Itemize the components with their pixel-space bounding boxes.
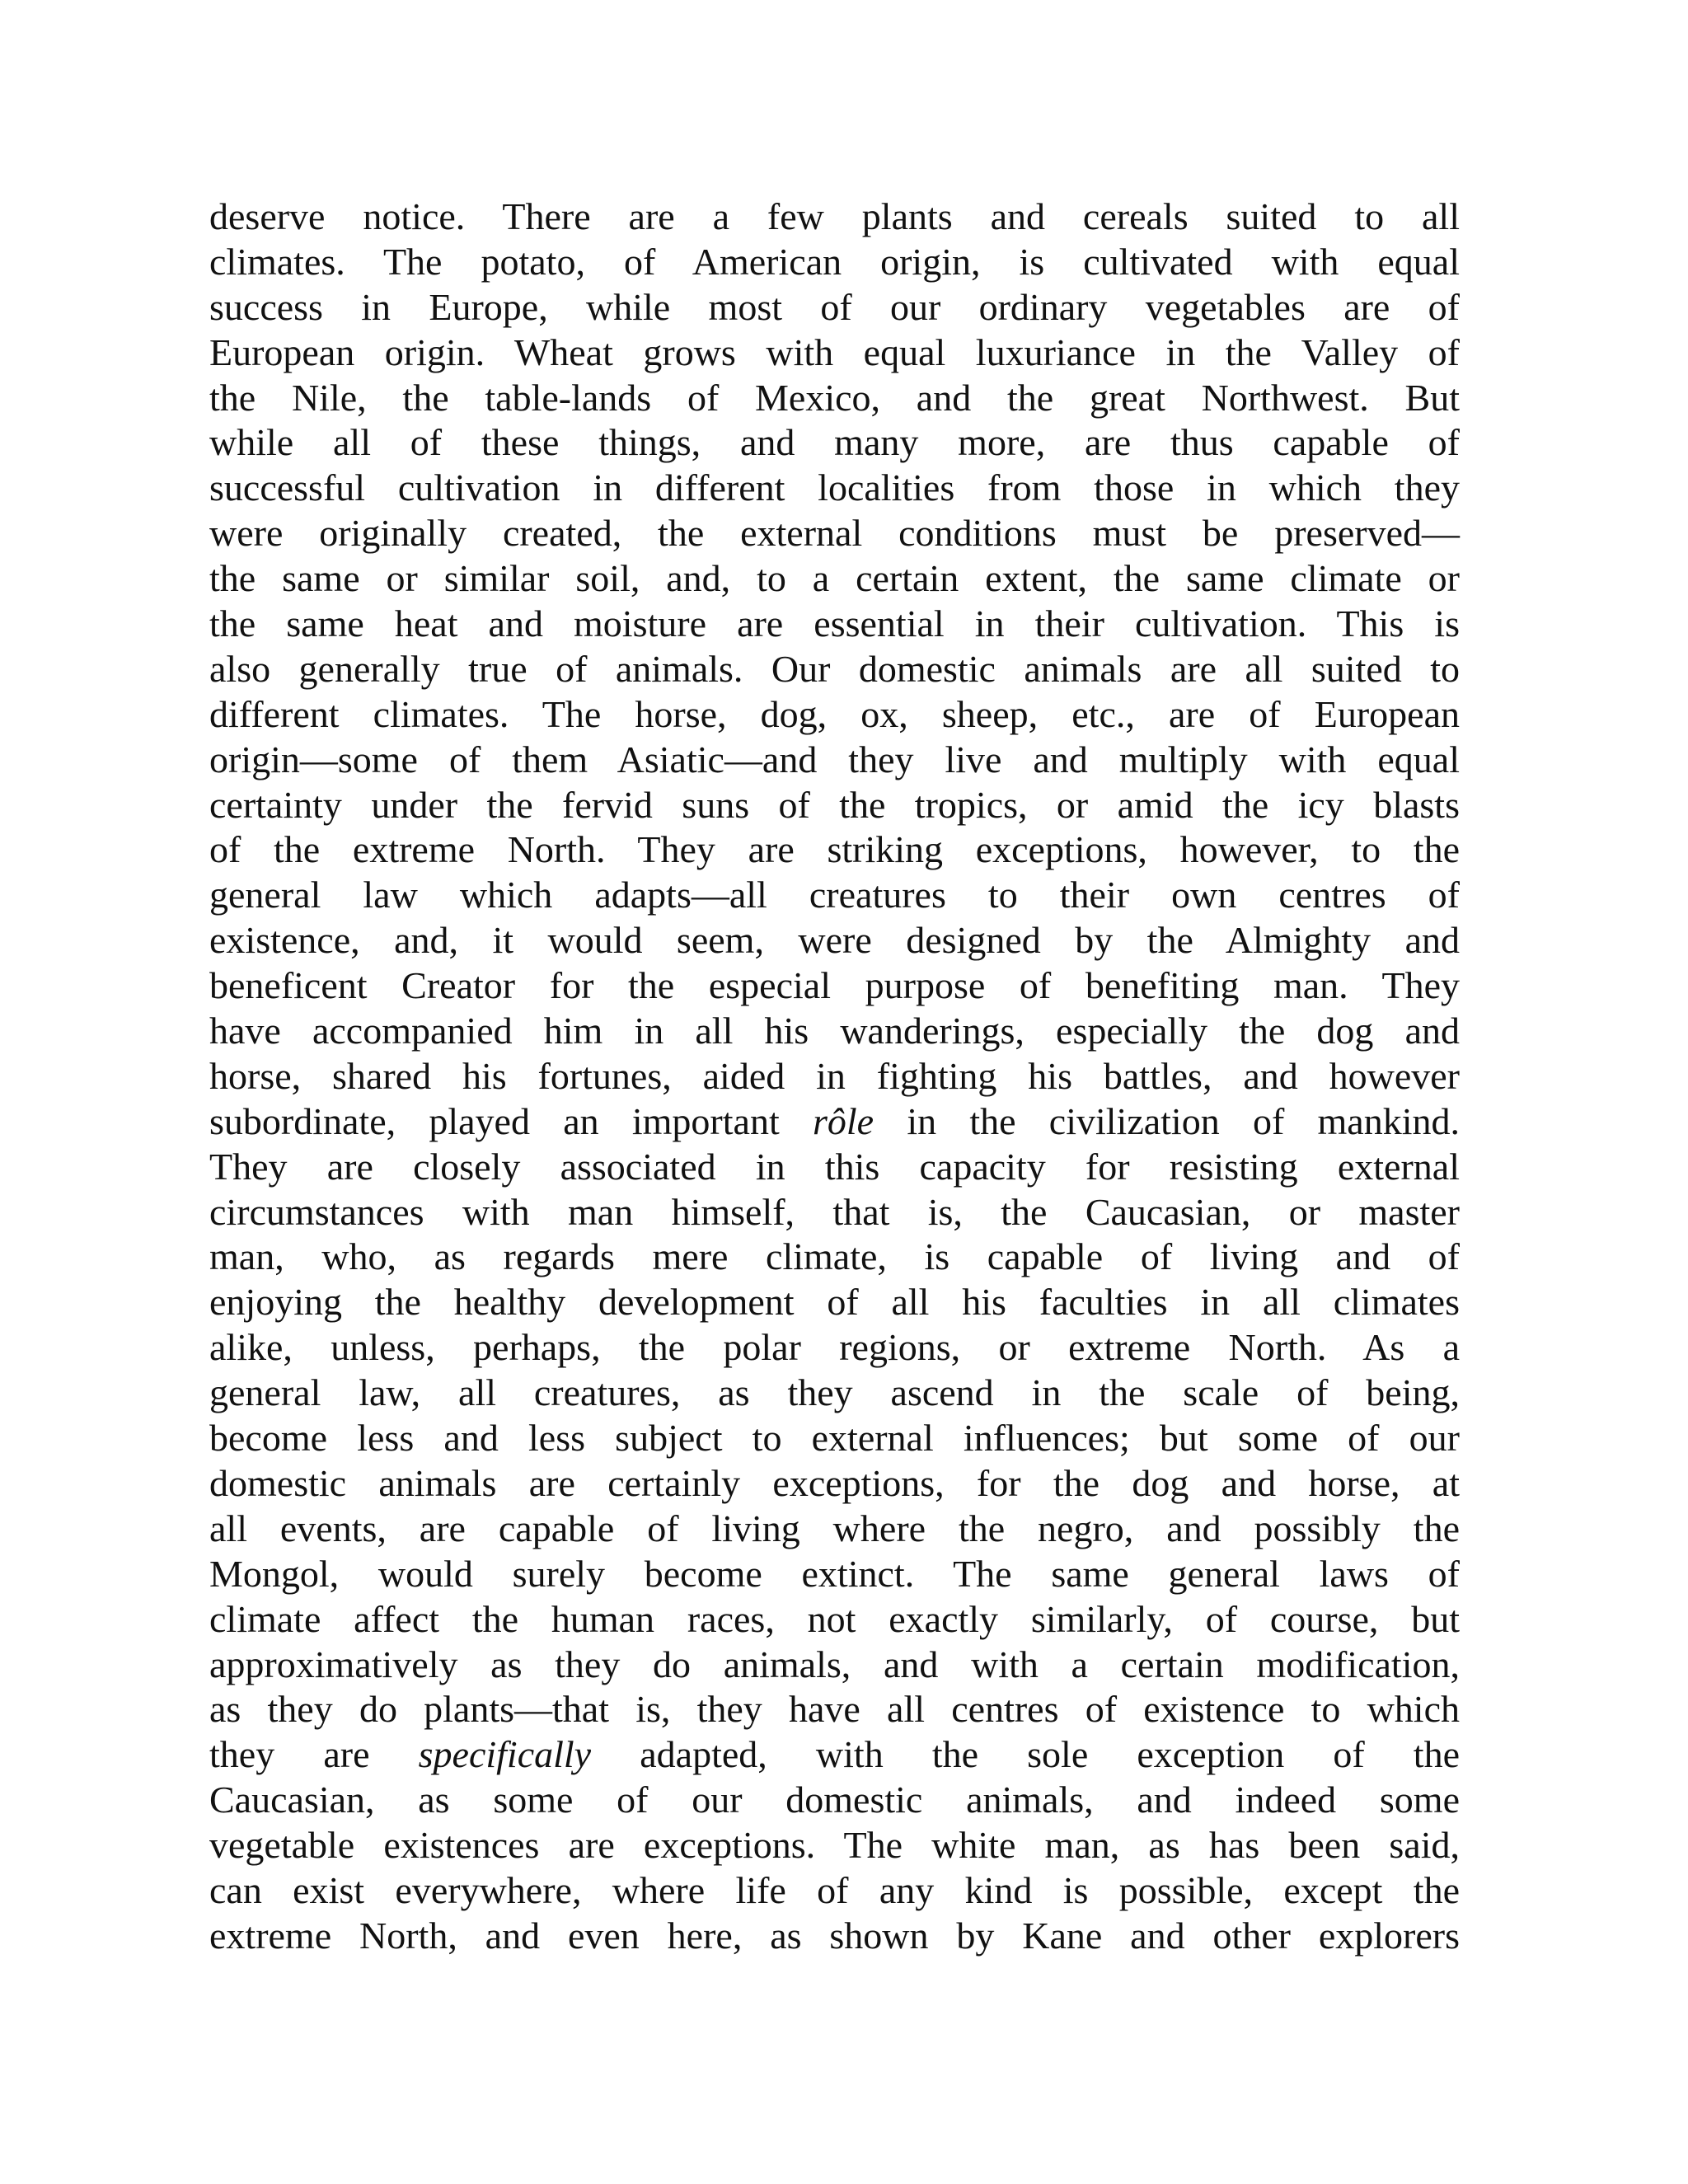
text-segment: approximatively as they do animals, and with a certain modification, (209, 1643, 1460, 1685)
text-line (209, 285, 1460, 330)
text-line (209, 1054, 1460, 1099)
text-segment: domestic animals are certainly exceptions, for the dog and horse, at (209, 1461, 1460, 1504)
text-segment: horse, shared his fortunes, aided in fighting his battles, and however (209, 1054, 1460, 1097)
text-segment: enjoying the healthy development of all his faculties in all climates (209, 1281, 1460, 1324)
text-segment: climate affect the human races, not exactly similarly, of course, but (209, 1597, 1460, 1640)
text-line (209, 1371, 1460, 1416)
text-segment: become less and less subject to external influences; but some of our (209, 1417, 1460, 1460)
text-segment: alike, unless, perhaps, the polar regions, or extreme North. As a (209, 1326, 1460, 1369)
text-line (209, 1687, 1460, 1732)
text-line (209, 330, 1460, 376)
text-segment: subordinate, played an important (209, 1099, 813, 1142)
text-segment: the Nile, the table-lands of Mexico, and the great Northwest. But (209, 376, 1460, 419)
text-line (209, 466, 1460, 511)
text-line (209, 692, 1460, 738)
text-segment: European origin. Wheat grows with equal luxuriance in the Valley of (209, 330, 1460, 373)
text-segment: origin—some of them Asiatic—and they live and multiply with equal (209, 738, 1460, 780)
text-line (209, 1823, 1460, 1868)
text-segment: general law which adapts—all creatures to their own centres of (209, 874, 1460, 916)
text-line (209, 240, 1460, 285)
text-line (209, 1145, 1460, 1190)
text-segment: can exist everywhere, where life of any kind is possible, except the (209, 1868, 1460, 1911)
text-line (209, 1009, 1460, 1054)
text-line (209, 1643, 1460, 1688)
text-line (209, 420, 1460, 466)
text-line (209, 963, 1460, 1009)
text-line (209, 738, 1460, 783)
text-line (209, 1914, 1460, 1959)
text-line (209, 873, 1460, 918)
text-line (209, 556, 1460, 602)
text-line (209, 783, 1460, 828)
text-line (209, 1868, 1460, 1914)
text-line (209, 1416, 1460, 1461)
text-segment: existence, and, it would seem, were designed by the Almighty and (209, 919, 1460, 962)
text-line (209, 1325, 1460, 1371)
text-line (209, 376, 1460, 421)
text-line (209, 194, 1460, 240)
text-segment: all events, are capable of living where the negro, and possibly the (209, 1507, 1460, 1549)
text-segment: the same or similar soil, and, to a certain extent, the same climate or (209, 557, 1460, 600)
text-segment: deserve notice. There are a few plants and cereals suited to all (209, 195, 1460, 237)
text-segment: as they do plants—that is, they have all centres of existence to which (209, 1688, 1460, 1731)
text-line (209, 1507, 1460, 1552)
text-segment: different climates. The horse, dog, ox, sheep, etc., are of European (209, 692, 1460, 735)
text-line (209, 918, 1460, 963)
text-segment: while all of these things, and many more, are thus capable of (209, 421, 1460, 464)
text-segment: certainty under the fervid suns of the tropics, or amid the icy blasts (209, 783, 1460, 826)
text-line (209, 1552, 1460, 1597)
text-segment: Mongol, would surely become extinct. The same general laws of (209, 1552, 1460, 1595)
text-line (209, 1235, 1460, 1280)
text-segment: adapted, with the sole exception of the (591, 1733, 1460, 1776)
text-segment: general law, all creatures, as they ascend in the scale of being, (209, 1371, 1460, 1414)
text-segment: success in Europe, while most of our ordinary vegetables are of (209, 285, 1460, 328)
text-segment: the same heat and moisture are essential in their cultivation. This is (209, 602, 1460, 645)
text-segment: of the extreme North. They are striking exceptions, however, to the (209, 828, 1460, 871)
text-line (209, 647, 1460, 692)
text-segment: They are closely associated in this capacity for resisting external (209, 1145, 1460, 1188)
text-segment: beneficent Creator for the especial purpose of benefiting man. They (209, 964, 1460, 1007)
text-segment: in the civilization of mankind. (874, 1099, 1460, 1142)
text-segment: vegetable existences are exceptions. The white man, as has been said, (209, 1824, 1460, 1867)
text-line (209, 827, 1460, 873)
text-segment: successful cultivation in different localities from those in which they (209, 466, 1460, 509)
text-segment: were originally created, the external conditions must be preserved— (209, 512, 1460, 555)
text-segment: have accompanied him in all his wanderings, especially the dog and (209, 1010, 1460, 1052)
text-segment: they are (209, 1733, 419, 1776)
text-segment: also generally true of animals. Our domestic animals are all suited to (209, 647, 1460, 690)
text-line (209, 1461, 1460, 1507)
text-line (209, 1280, 1460, 1325)
text-line (209, 602, 1460, 647)
italic-word: rôle (812, 1099, 874, 1142)
text-line (209, 1732, 1460, 1778)
text-line (209, 511, 1460, 556)
italic-word: specifically (418, 1733, 592, 1776)
text-segment: climates. The potato, of American origin, is cultivated with equal (209, 240, 1460, 283)
text-segment: circumstances with man himself, that is, the Caucasian, or master (209, 1190, 1460, 1233)
body-text (209, 194, 1460, 1959)
text-line (209, 1597, 1460, 1643)
text-line (209, 1099, 1460, 1145)
text-line (209, 1778, 1460, 1823)
text-line (209, 1190, 1460, 1235)
text-segment: man, who, as regards mere climate, is capable of living and of (209, 1235, 1460, 1278)
text-segment: extreme North, and even here, as shown by Kane and other explorers (209, 1914, 1460, 1957)
text-segment: Caucasian, as some of our domestic animals, and indeed some (209, 1779, 1460, 1821)
